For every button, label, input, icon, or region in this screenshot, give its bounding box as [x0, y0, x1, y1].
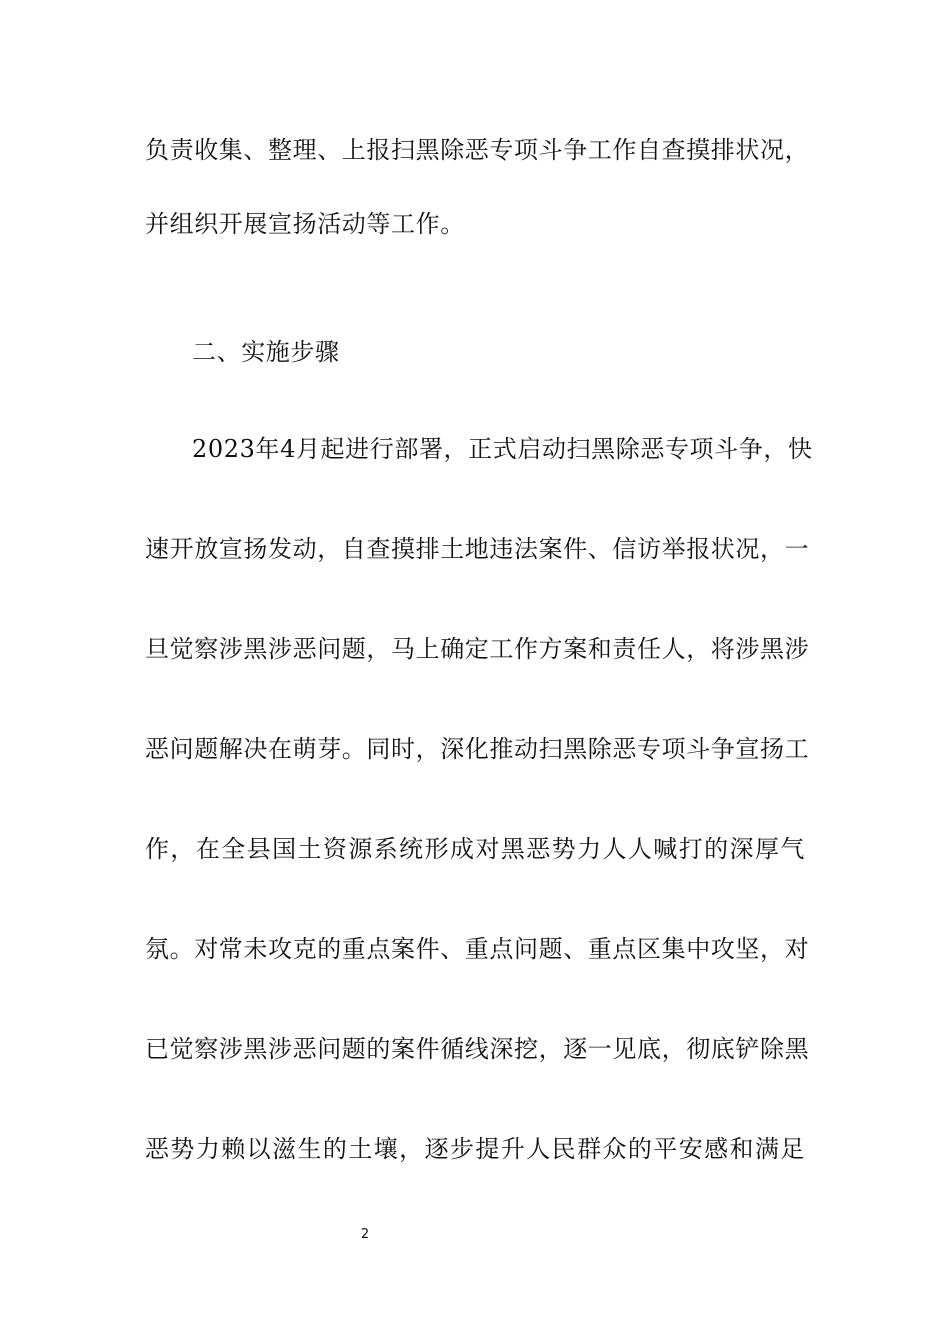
- page-number: 2: [360, 1227, 370, 1242]
- paragraph-line-7: 作，在全县国土资源系统形成对黑恶势力人人喊打的深厚气: [145, 835, 805, 863]
- paragraph-line-6: 恶问题解决在萌芽。同时，深化推动扫黑除恶专项斗争宣扬工: [145, 735, 810, 763]
- paragraph-line-5: 旦觉察涉黑涉恶问题，马上确定工作方案和责任人，将涉黑涉: [145, 635, 810, 663]
- paragraph-line-9: 已觉察涉黑涉恶问题的案件循线深挖，逐一见底，彻底铲除黑: [145, 1035, 810, 1063]
- paragraph-line-2: 并组织开展宣扬活动等工作。: [145, 210, 465, 238]
- paragraph-line-1: 负责收集、整理、上报扫黑除恶专项斗争工作自查摸排状况，: [145, 136, 810, 164]
- paragraph-line-8: 氛。对常未攻克的重点案件、重点问题、重点区集中攻坚，对: [145, 935, 810, 963]
- section-heading: 二、实施步骤: [192, 338, 340, 366]
- paragraph-line-3: 2023年4月起进行部署，正式启动扫黑除恶专项斗争，快: [192, 435, 813, 463]
- paragraph-line-4: 速开放宣扬发动，自查摸排土地违法案件、信访举报状况，一: [145, 535, 810, 563]
- paragraph-line-10: 恶势力赖以滋生的土壤，逐步提升人民群众的平安感和满足: [145, 1135, 805, 1163]
